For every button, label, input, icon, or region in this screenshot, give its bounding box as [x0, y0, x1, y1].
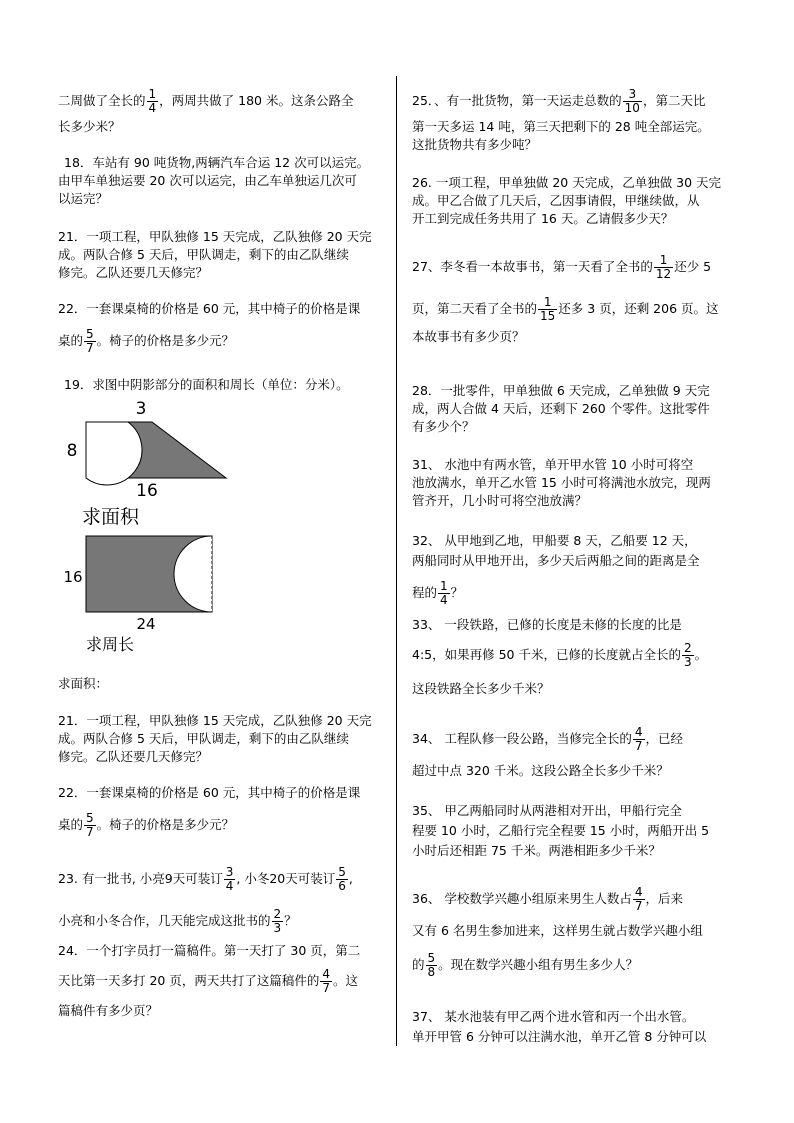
- problem-32: 32、 从甲地到乙地，甲船要 8 天，乙船要 12 天，: [412, 533, 697, 548]
- problem-22: 22．一套课桌椅的价格是 60 元，其中椅子的价格是课: [58, 301, 361, 316]
- problem-28-line: 成，两人合做 4 天后，还剩下 260 个零件。这批零件: [412, 401, 710, 416]
- fraction: $\frac{4}{7}$: [634, 725, 643, 753]
- figure-caption: 求周长: [86, 635, 135, 654]
- problem-34-line: 超过中点 320 千米。这段公路全长多少千米？: [412, 763, 669, 778]
- problem-25-line: 第一天多运 14 吨，第三天把剩下的 28 吨全部运完。: [412, 119, 710, 134]
- figure-label: 8: [66, 441, 78, 461]
- problem-21-repeat-line: 修完。乙队还要几天修完？: [58, 749, 209, 764]
- fraction: $\frac{5}{7}$: [86, 327, 94, 355]
- problem-27: 27、李冬看一本故事书，第一天看了全书的 $\frac{1}{12}$ 还少 5: [412, 253, 712, 281]
- problem-32-line: 程的 $\frac{1}{4}$ ？: [412, 579, 464, 607]
- fraction: $\frac{1}{4}$: [440, 579, 448, 607]
- fraction: $\frac{1}{15}$: [540, 295, 556, 323]
- problem-25-line: 这批货物共有多少吨？: [412, 137, 538, 152]
- problem-18-line: 由甲车单独运要 20 次可以运完，由乙车单独运几次可: [58, 173, 357, 188]
- problem-24-line: 天比第一天多打 20 页，两天共打了这篇稿件的 $\frac{4}{7}$ 。这: [58, 967, 359, 995]
- column-divider: [396, 76, 397, 1046]
- problem-33-line: 这段铁路全长多少千米？: [412, 681, 550, 696]
- problem-21-line: 成。两队合修 5 天后，甲队调走，剩下的由乙队继续: [58, 247, 349, 262]
- problem-27-line: 页，第二天看了全书的 $\frac{1}{15}$ 还多 3 页，还剩 206 页。这: [412, 295, 719, 323]
- rectangle-semicircle-figure: [60, 530, 230, 633]
- figure-label: 16: [63, 568, 83, 586]
- fraction: $\frac{1}{4}$: [148, 87, 157, 115]
- problem-21-repeat: 21．一项工程，甲队独修 15 天完成，乙队独修 20 天完: [58, 713, 372, 728]
- problem-33-line: 4:5，如果再修 50 千米，已修的长度就占全长的 $\frac{2}{3}$ 。: [412, 641, 708, 669]
- problem-33: 33、 一段铁路，已修的长度是未修的长度的比是: [412, 617, 682, 632]
- figure-caption: 求面积: [82, 506, 140, 528]
- problem-continuation-line: 长多少米？: [58, 119, 121, 134]
- fraction: $\frac{4}{7}$: [322, 967, 330, 995]
- problem-35-line: 程要 10 小时，乙船行完全程要 15 小时，两船开出 5: [412, 823, 710, 838]
- trapezoid-figure: [60, 396, 230, 501]
- problem-23: 23. 有一批书, 小亮9天可装订 $\frac{3}{4}$ , 小冬20天可装订 $\frac{5}{6}$ ,: [58, 865, 353, 893]
- problem-24-line: 篇稿件有多少页？: [58, 1003, 159, 1018]
- fraction: $\frac{3}{4}$: [225, 865, 234, 893]
- problem-26: 26. 一项工程，甲单独做 20 天完成，乙单独做 30 天完: [412, 175, 722, 190]
- problem-28: 28．一批零件，甲单独做 6 天完成，乙单独做 9 天完: [412, 383, 710, 398]
- figure-label: 16: [136, 481, 158, 501]
- fraction: $\frac{2}{3}$: [273, 907, 282, 935]
- problem-36-line: 又有 6 名男生参加进来，这样男生就占数学兴趣小组: [412, 923, 703, 938]
- problem-23-line: 小亮和小冬合作，几天能完成这批书的 $\frac{2}{3}$ ？: [58, 907, 297, 935]
- fraction: $\frac{4}{7}$: [634, 885, 643, 913]
- problem-21-line: 修完。乙队还要几天修完？: [58, 265, 209, 280]
- problem-35-line: 小时后还相距 75 千米。两港相距多少千米？: [412, 843, 661, 858]
- figure-label: 3: [135, 399, 147, 419]
- problem-35: 35、 甲乙两船同时从两港相对开出，甲船行完全: [412, 803, 682, 818]
- problem-continuation: 二周做了全长的 $\frac{1}{4}$ ，两周共做了 180 米。这条公路全: [58, 87, 354, 115]
- problem-37-line: 单开甲管 6 分钟可以注满水池，单开乙管 8 分钟可以: [412, 1029, 707, 1044]
- problem-24: 24．一个打字员打一篇稿件。第一天打了 30 页，第二: [58, 943, 361, 958]
- problem-22-repeat: 22．一套课桌椅的价格是 60 元，其中椅子的价格是课: [58, 785, 361, 800]
- problem-22-line: 桌的 $\frac{5}{7}$ 。椅子的价格是多少元？: [58, 327, 235, 355]
- problem-31-line: 管齐开，几小时可将空池放满？: [412, 493, 588, 508]
- problem-18: 18．车站有 90 吨货物,两辆汽车合运 12 次可以运完。: [64, 155, 370, 170]
- problem-18-line: 以运完？: [58, 191, 109, 206]
- fraction: $\frac{1}{12}$: [655, 253, 672, 281]
- problem-36-line: 的 $\frac{5}{8}$ 。现在数学兴趣小组有男生多少人？: [412, 951, 639, 979]
- problem-25: 25．、有一批货物，第一天运走总数的 $\frac{3}{10}$ ，第二天比: [412, 87, 706, 115]
- problem-34: 34、 工程队修一段公路，当修完全长的 $\frac{4}{7}$ ，已经: [412, 725, 684, 753]
- problem-21: 21．一项工程，甲队独修 15 天完成，乙队独修 20 天完: [58, 229, 372, 244]
- problem-26-line: 成。甲乙合做了几天后，乙因事请假，甲继续做，从: [412, 193, 700, 208]
- problem-32-line: 两船同时从甲地开出，多少天后两船之间的距离是全: [412, 553, 700, 568]
- fraction: $\frac{2}{3}$: [683, 641, 692, 669]
- problem-36: 36、 学校数学兴趣小组原来男生人数占 $\frac{4}{7}$ ，后来: [412, 885, 684, 913]
- problem-37: 37、 某水池装有甲乙两个进水管和丙一个出水管。: [412, 1009, 695, 1024]
- problem-22-repeat-line: 桌的 $\frac{5}{7}$ 。椅子的价格是多少元？: [58, 811, 235, 839]
- problem-31: 31、 水池中有两水管，单开甲水管 10 小时可将空: [412, 457, 694, 472]
- problem-19: 19．求图中阴影部分的面积和周长（单位：分米）。: [64, 377, 349, 392]
- fraction: $\frac{5}{7}$: [86, 811, 94, 839]
- problem-31-line: 池放满水，单开乙水管 15 小时可将满池水放完，现两: [412, 475, 711, 490]
- fraction: $\frac{5}{6}$: [338, 865, 346, 893]
- answer-label: 求面积：: [58, 676, 109, 691]
- figure-label: 24: [136, 615, 156, 633]
- problem-26-line: 开工到完成任务共用了 16 天。乙请假多少天？: [412, 211, 674, 226]
- fraction: $\frac{5}{8}$: [427, 951, 436, 979]
- problem-27-line: 本故事书有多少页？: [412, 329, 525, 344]
- problem-21-repeat-line: 成。两队合修 5 天后，甲队调走，剩下的由乙队继续: [58, 731, 349, 746]
- problem-28-line: 有多少个？: [412, 419, 475, 434]
- fraction: $\frac{3}{10}$: [624, 87, 640, 115]
